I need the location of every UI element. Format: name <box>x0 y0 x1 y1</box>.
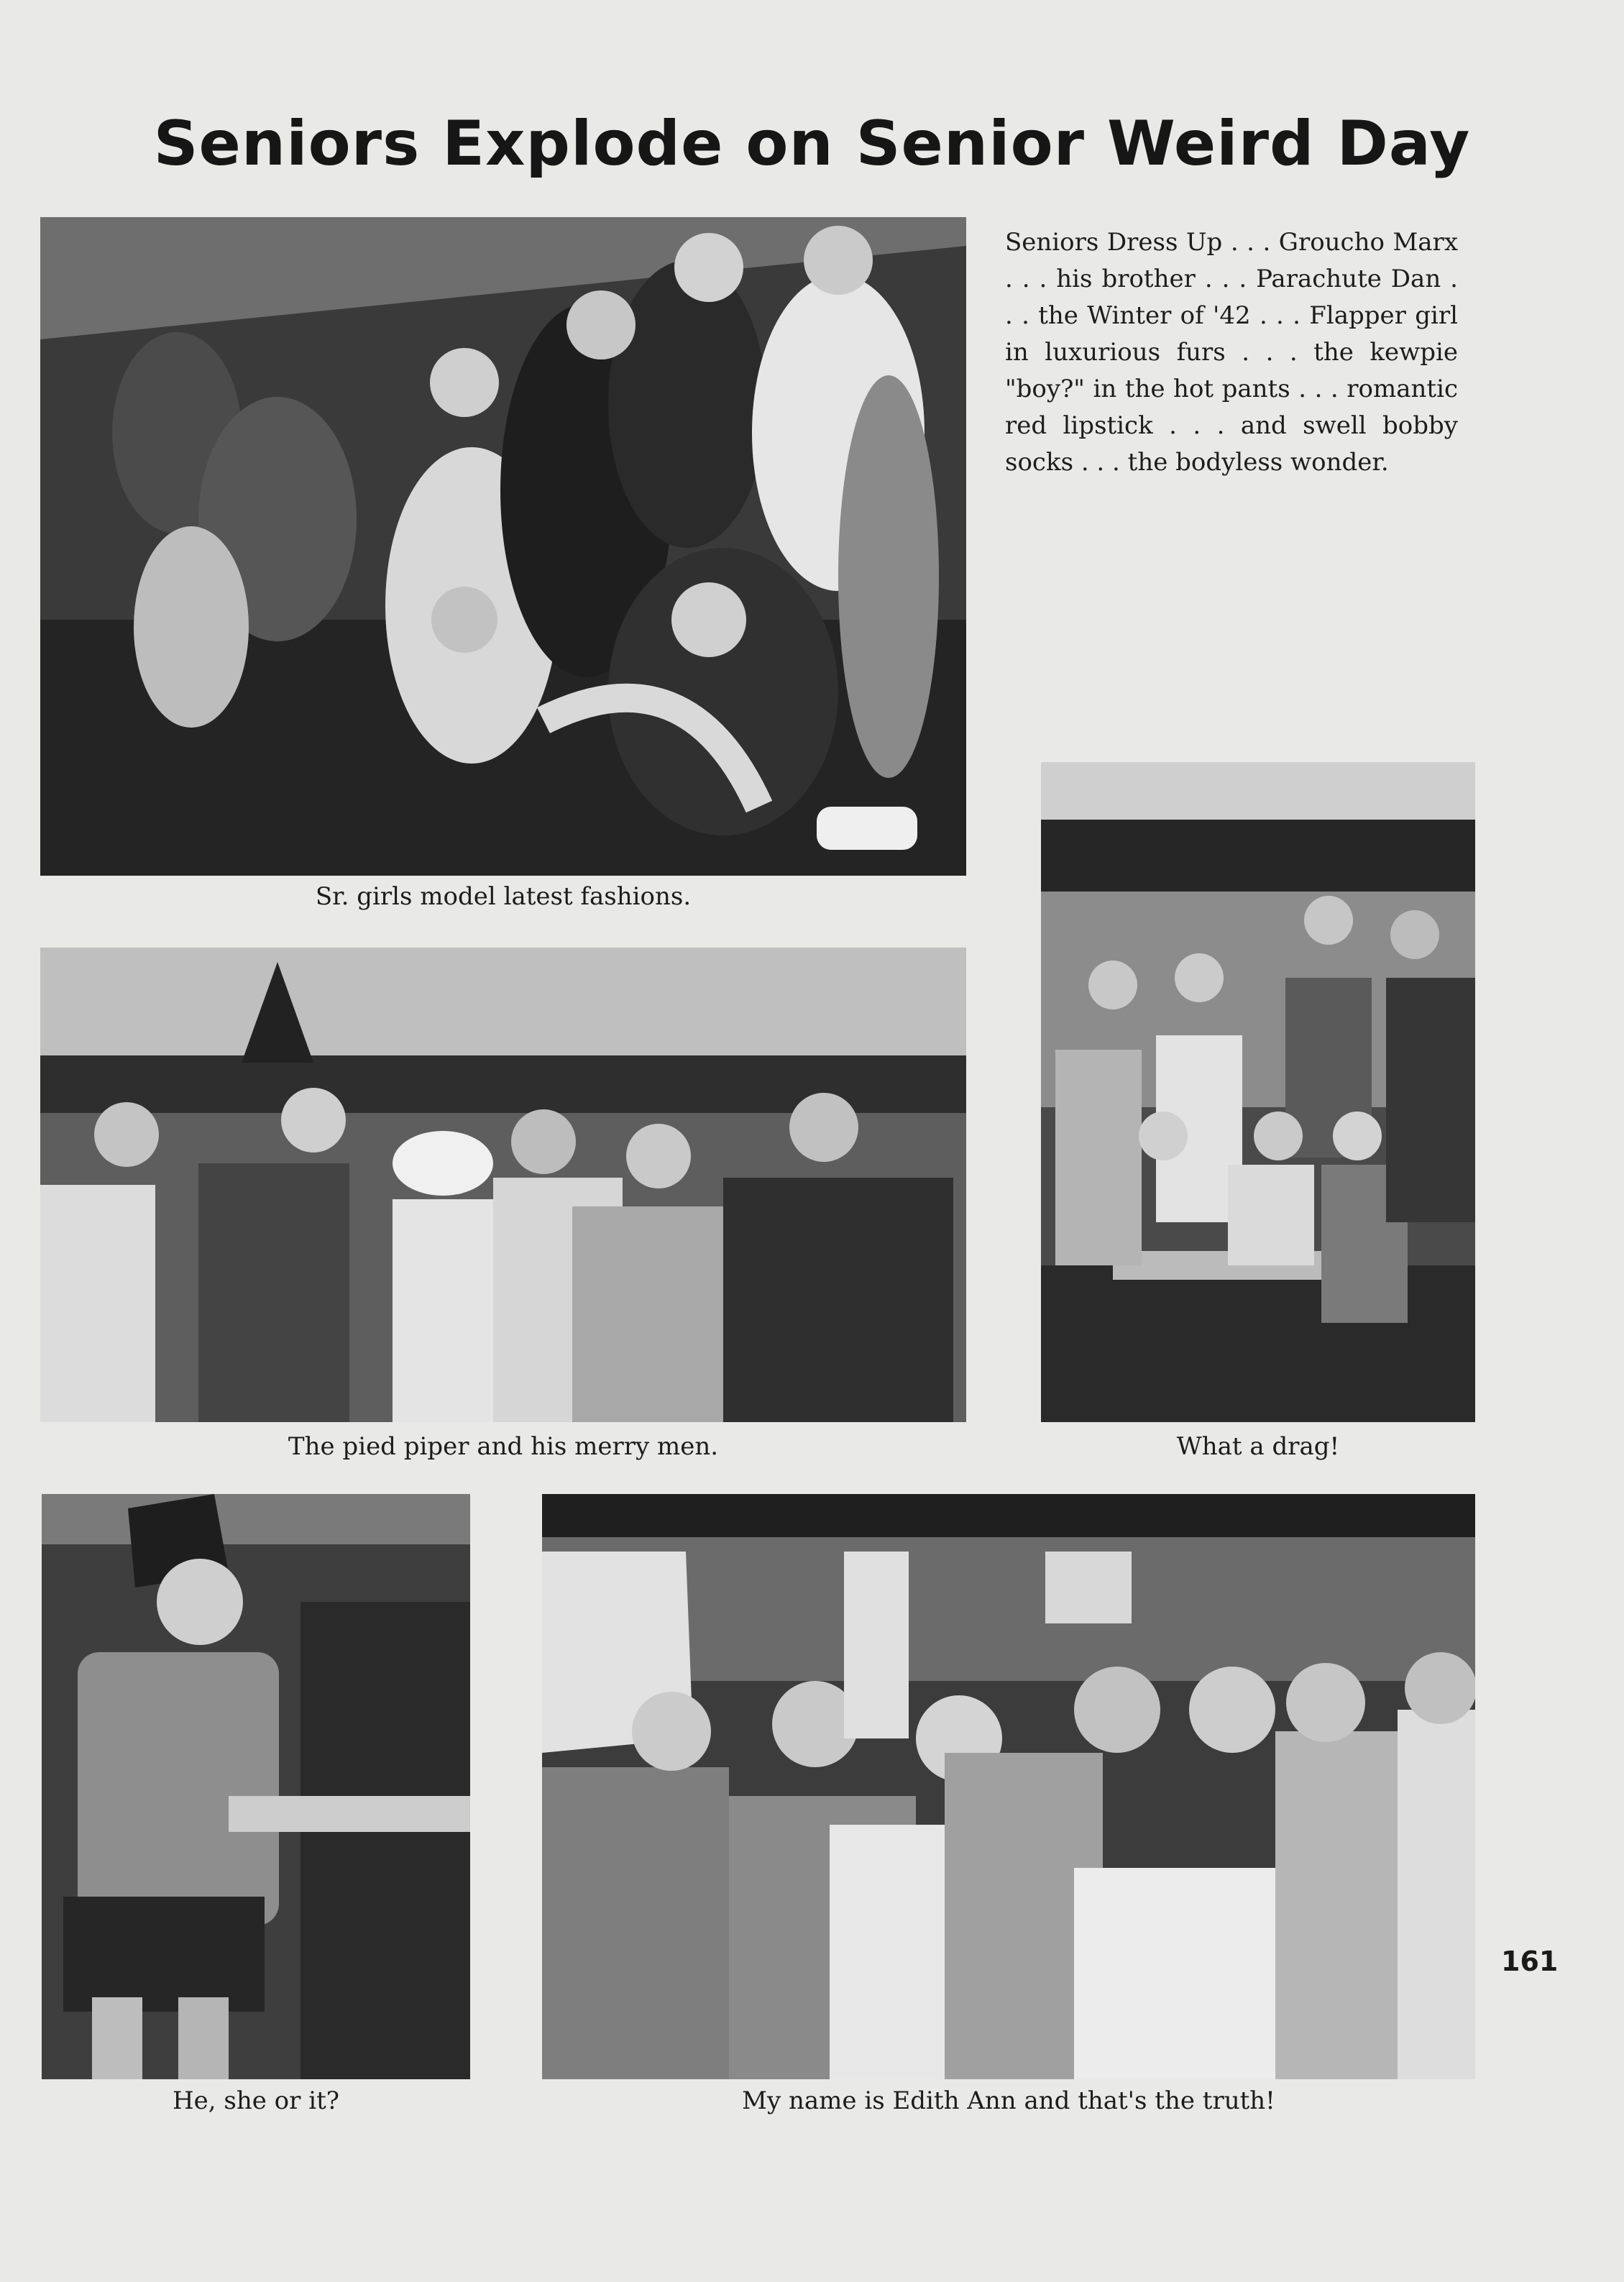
photo-he-she-or-it <box>42 1494 470 2079</box>
caption-photo-senior-girls: Sr. girls model latest fashions. <box>315 882 692 911</box>
photo-pied-piper <box>40 948 966 1422</box>
photo-what-a-drag <box>1041 762 1475 1422</box>
page-number: 161 <box>1501 1946 1559 1977</box>
caption-photo-what-a-drag: What a drag! <box>1176 1432 1340 1461</box>
photo-edith-ann <box>542 1494 1475 2079</box>
intro-paragraph: Seniors Dress Up . . . Groucho Marx . . . his brother . . . Parachute Dan . . . the Winter of '42 . . . Flapper girl in luxurious furs . . . the kewpie "boy?" in the hot pants . . . romantic red lipstick . . . and swell bobby socks . . . the bodyless wonder. <box>1005 228 1458 477</box>
caption-photo-he-she-or-it: He, she or it? <box>173 2086 339 2115</box>
photo-senior-girls <box>40 217 966 876</box>
caption-photo-pied-piper: The pied piper and his merry men. <box>288 1432 719 1461</box>
page-headline: Seniors Explode on Senior Weird Day <box>153 108 1471 180</box>
caption-photo-edith-ann: My name is Edith Ann and that's the truth! <box>742 2086 1275 2115</box>
